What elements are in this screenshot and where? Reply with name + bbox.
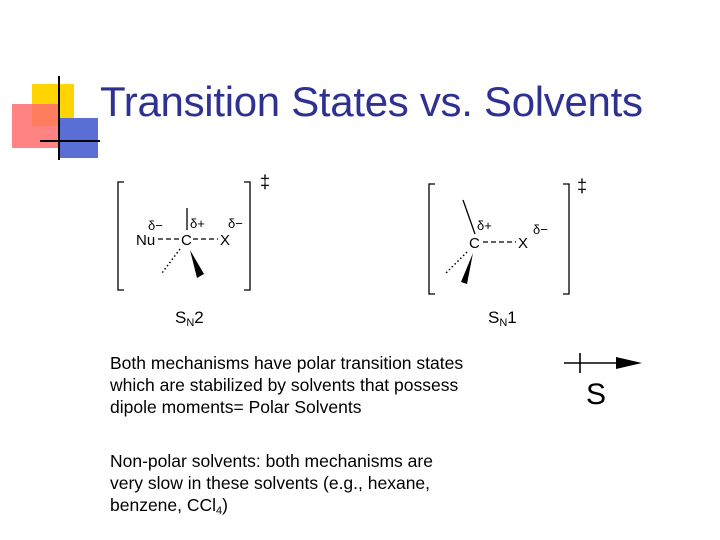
- dipole-arrow-icon: [560, 350, 650, 420]
- sn2-c-atom: C: [181, 232, 192, 249]
- paragraph-line: dipole moments= Polar Solvents: [110, 397, 362, 417]
- polar-solvents-paragraph: [110, 352, 530, 418]
- slide-title: Transition States vs. Solvents: [100, 78, 643, 125]
- sn1-x-charge: δ−: [533, 222, 548, 237]
- sn2-nu-atom: Nu: [136, 232, 156, 249]
- sn2-c-charge: δ+: [190, 216, 205, 231]
- corner-vertical-line: [58, 76, 60, 160]
- paragraph-line: very slow in these solvents (e.g., hexane,: [110, 473, 431, 493]
- sn1-c-charge: δ+: [477, 218, 492, 233]
- sn2-x-charge: δ−: [228, 216, 243, 231]
- sn2-double-dagger: ‡: [260, 172, 271, 192]
- sn1-c-atom: C: [469, 235, 480, 252]
- sn2-x-atom: X: [220, 232, 231, 249]
- solvent-letter: S: [586, 378, 607, 411]
- sn1-double-dagger: ‡: [577, 176, 588, 196]
- corner-horizontal-line: [40, 140, 100, 142]
- paragraph-line: Both mechanisms have polar transition states: [110, 353, 464, 373]
- sn2-nu-charge: δ−: [148, 218, 163, 233]
- paragraph-line: Non-polar solvents: both mechanisms are: [110, 451, 433, 471]
- corner-square-blue: [60, 118, 98, 158]
- nonpolar-solvents-paragraph: [110, 450, 530, 522]
- sn1-label: $S_N1$: [488, 308, 517, 329]
- sn1-transition-state: [415, 172, 615, 302]
- sn1-x-atom: X: [518, 235, 529, 252]
- sn2-transition-state: [110, 170, 310, 300]
- paragraph-line: which are stabilized by solvents that possess: [110, 375, 459, 395]
- sn2-label: $S_N2$: [175, 308, 204, 329]
- paragraph-line: benzene, CCl$_4$): [110, 495, 228, 517]
